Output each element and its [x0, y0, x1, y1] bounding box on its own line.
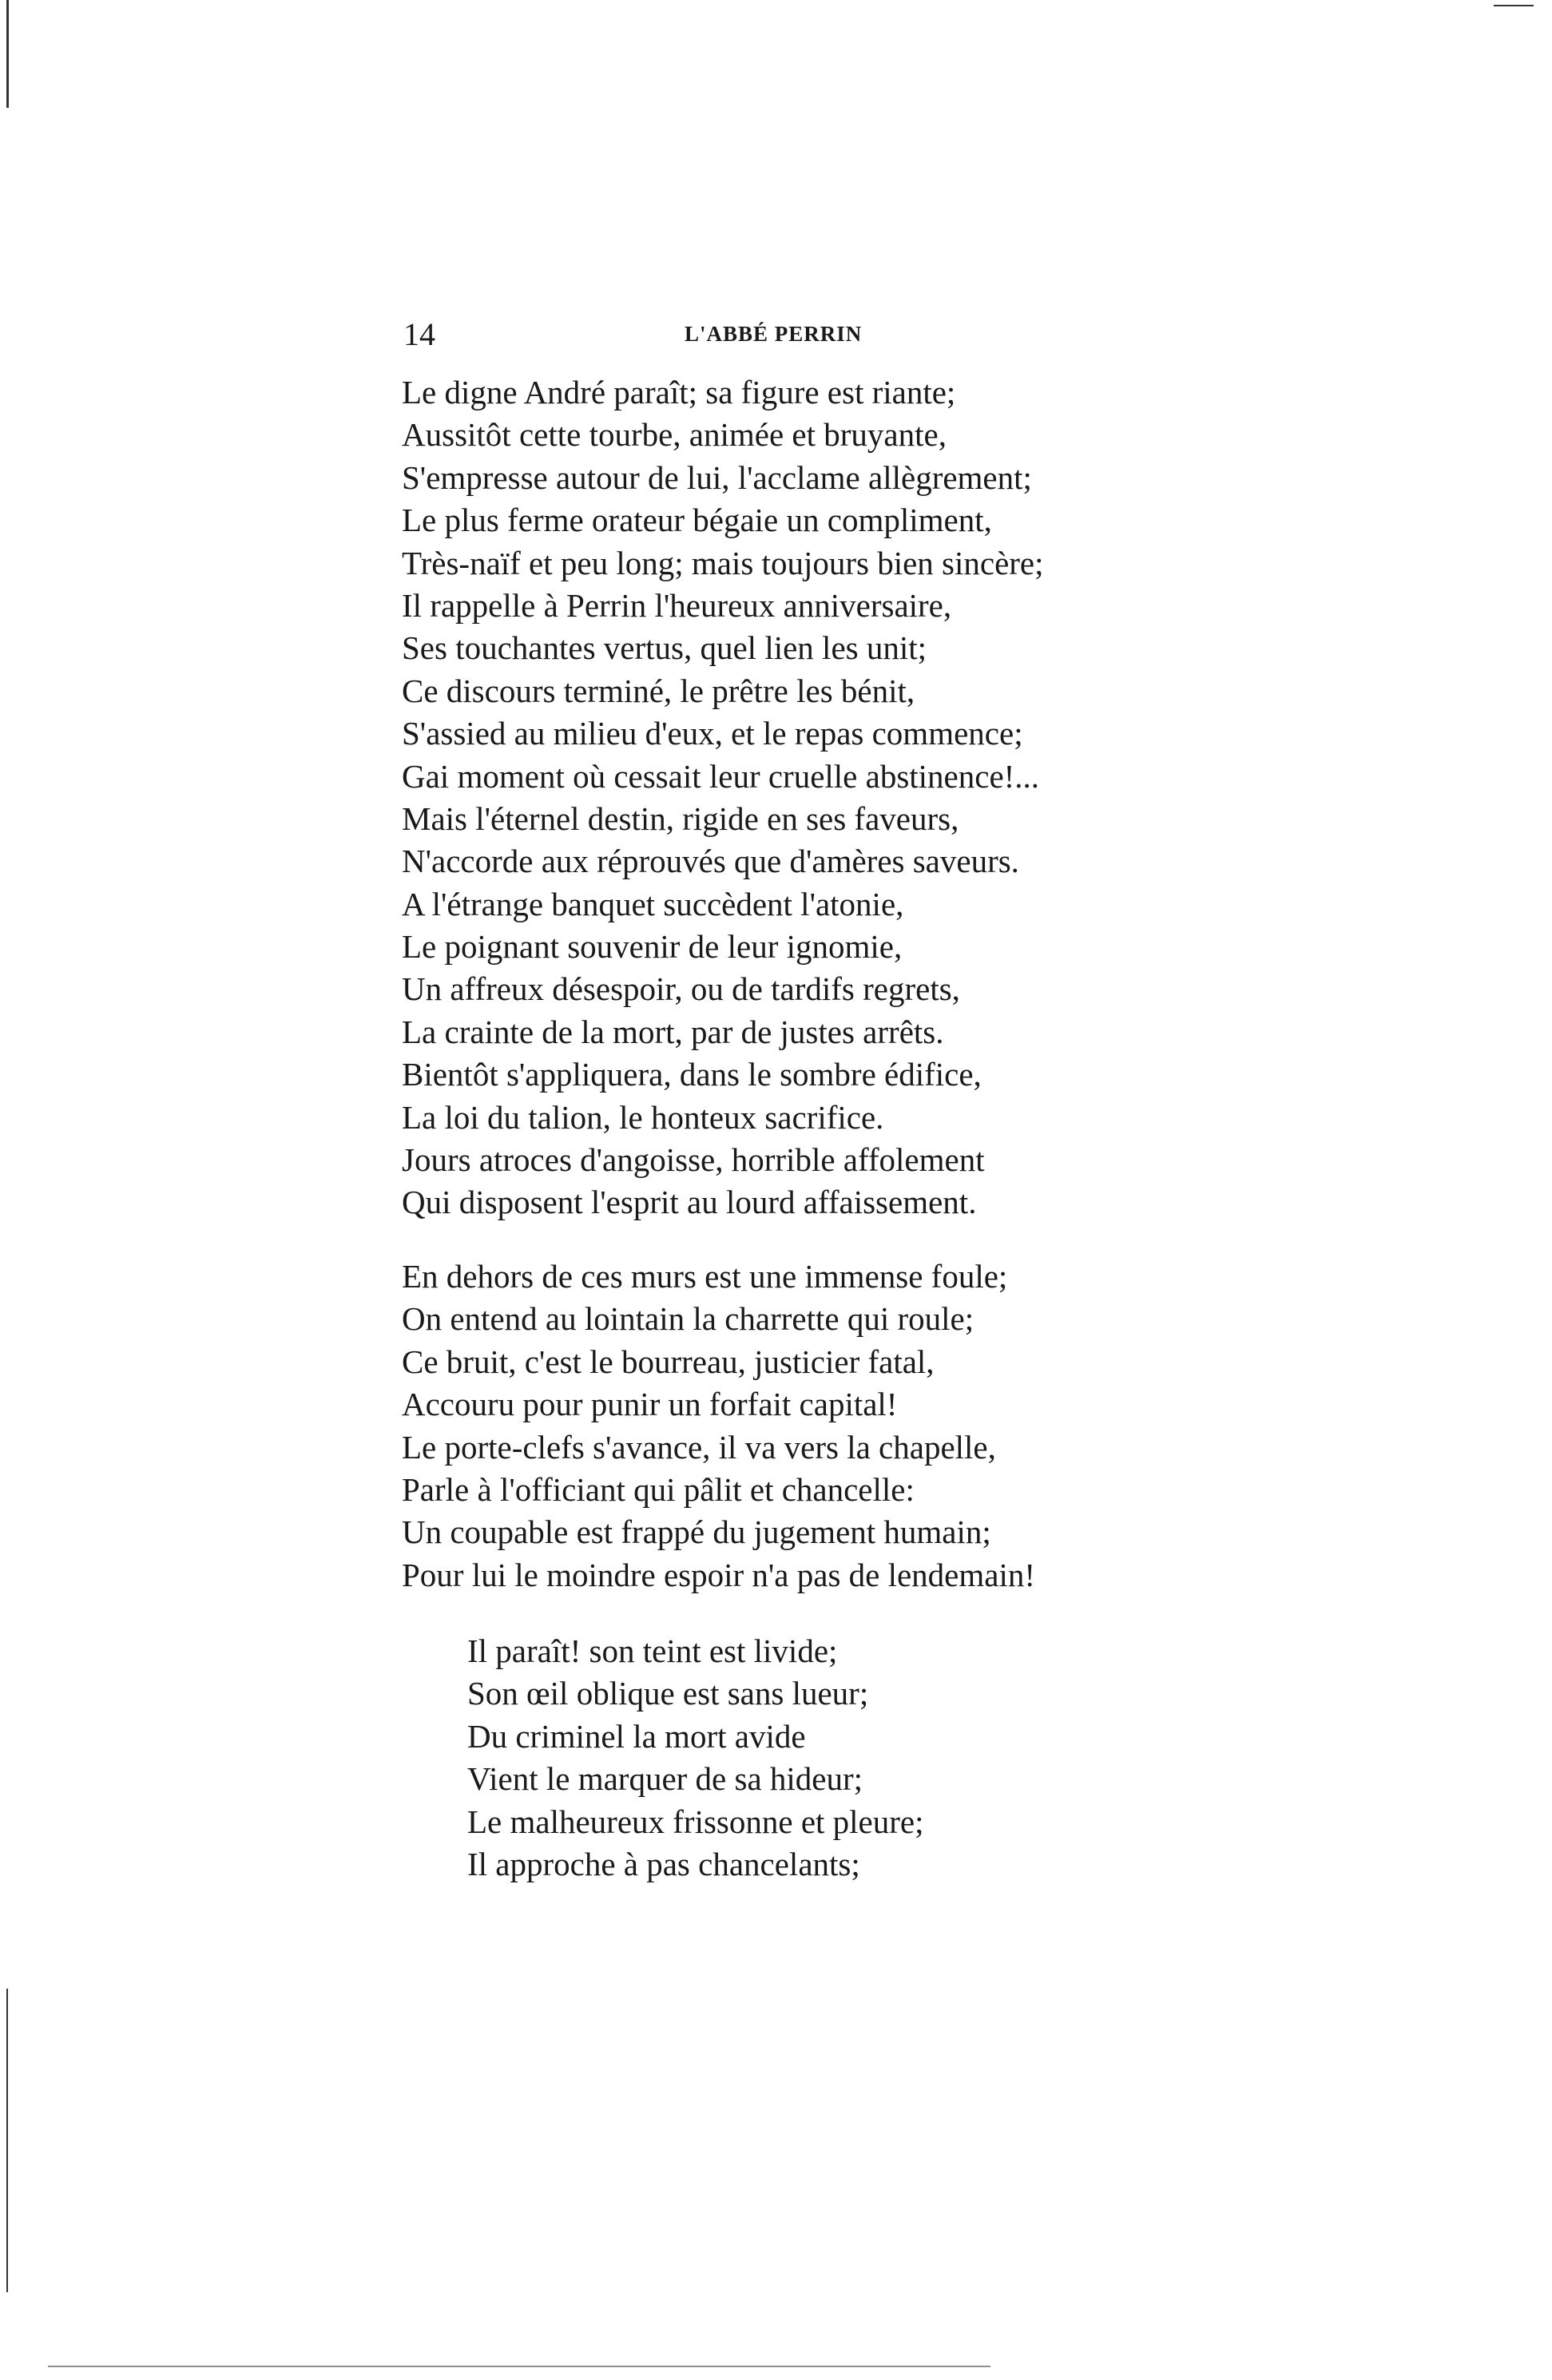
running-title: L'ABBÉ PERRIN	[685, 322, 863, 346]
verse-line: Ce discours terminé, le prêtre les bénit,	[402, 672, 915, 709]
verse-line: A l'étrange banquet succèdent l'atonie,	[402, 885, 904, 922]
page-number: 14	[403, 316, 435, 352]
verse-line: S'assied au milieu d'eux, et le repas commence;	[402, 715, 1023, 752]
verse-line: S'empresse autour de lui, l'acclame allègrement;	[402, 458, 1032, 496]
scan-edge-line	[48, 2366, 990, 2367]
verse-line: Il paraît! son teint est livide;	[467, 1632, 838, 1669]
verse-line: Ce bruit, c'est le bourreau, justicier fatal,	[402, 1343, 935, 1380]
verse-line: Parle à l'officiant qui pâlit et chancelle:	[402, 1470, 915, 1508]
verse-line: Aussitôt cette tourbe, animée et bruyante,	[402, 416, 947, 454]
verse-line: Le porte-clefs s'avance, il va vers la chapelle,	[402, 1428, 996, 1466]
verse-line: La crainte de la mort, par de justes arrêts.	[402, 1013, 944, 1050]
page-header	[403, 315, 1122, 363]
stanza-1	[402, 371, 1044, 1224]
verse-line: Ses touchantes vertus, quel lien les unit;	[402, 629, 927, 667]
verse-line: Un coupable est frappé du jugement humain;	[402, 1513, 991, 1551]
verse-line: Bientôt s'appliquera, dans le sombre édifice,	[402, 1056, 982, 1093]
verse-line: Mais l'éternel destin, rigide en ses faveurs,	[402, 799, 959, 837]
verse-line: Il approche à pas chancelants;	[467, 1845, 860, 1882]
verse-line: En dehors de ces murs est une immense foule;	[402, 1258, 1008, 1295]
verse-line: La loi du talion, le honteux sacrifice.	[402, 1098, 884, 1136]
verse-line: Un affreux désespoir, ou de tardifs regrets,	[402, 970, 960, 1008]
verse-line: Gai moment où cessait leur cruelle abstinence!...	[402, 757, 1040, 795]
scan-edge-mark	[1494, 5, 1534, 6]
verse-line: N'accorde aux réprouvés que d'amères saveurs.	[402, 843, 1019, 880]
scan-edge-line	[6, 1989, 8, 2292]
verse-line: Du criminel la mort avide	[467, 1717, 806, 1755]
verse-line: Le malheureux frissonne et pleure;	[467, 1803, 924, 1840]
verse-line: Son œil oblique est sans lueur;	[467, 1675, 869, 1712]
verse-line: Le plus ferme orateur bégaie un compliment,	[402, 502, 992, 539]
verse-line: Très-naïf et peu long; mais toujours bien sincère;	[402, 544, 1044, 581]
verse-line: Le poignant souvenir de leur ignomie,	[402, 928, 903, 966]
verse-line: On entend au lointain la charrette qui roule;	[402, 1300, 974, 1338]
verse-line: Vient le marquer de sa hideur;	[467, 1760, 863, 1798]
stanza-2	[402, 1255, 1035, 1597]
verse-line: Pour lui le moindre espoir n'a pas de lendemain!	[402, 1556, 1036, 1593]
verse-line: Qui disposent l'esprit au lourd affaissement.	[402, 1184, 977, 1221]
verse-line: Jours atroces d'angoisse, horrible affolement	[402, 1141, 985, 1179]
stanza-3	[467, 1630, 924, 1886]
scan-edge-line	[6, 0, 9, 108]
verse-line: Accouru pour punir un forfait capital!	[402, 1386, 898, 1423]
verse-line: Il rappelle à Perrin l'heureux anniversaire,	[402, 586, 952, 624]
verse-line: Le digne André paraît; sa figure est riante;	[402, 374, 956, 411]
